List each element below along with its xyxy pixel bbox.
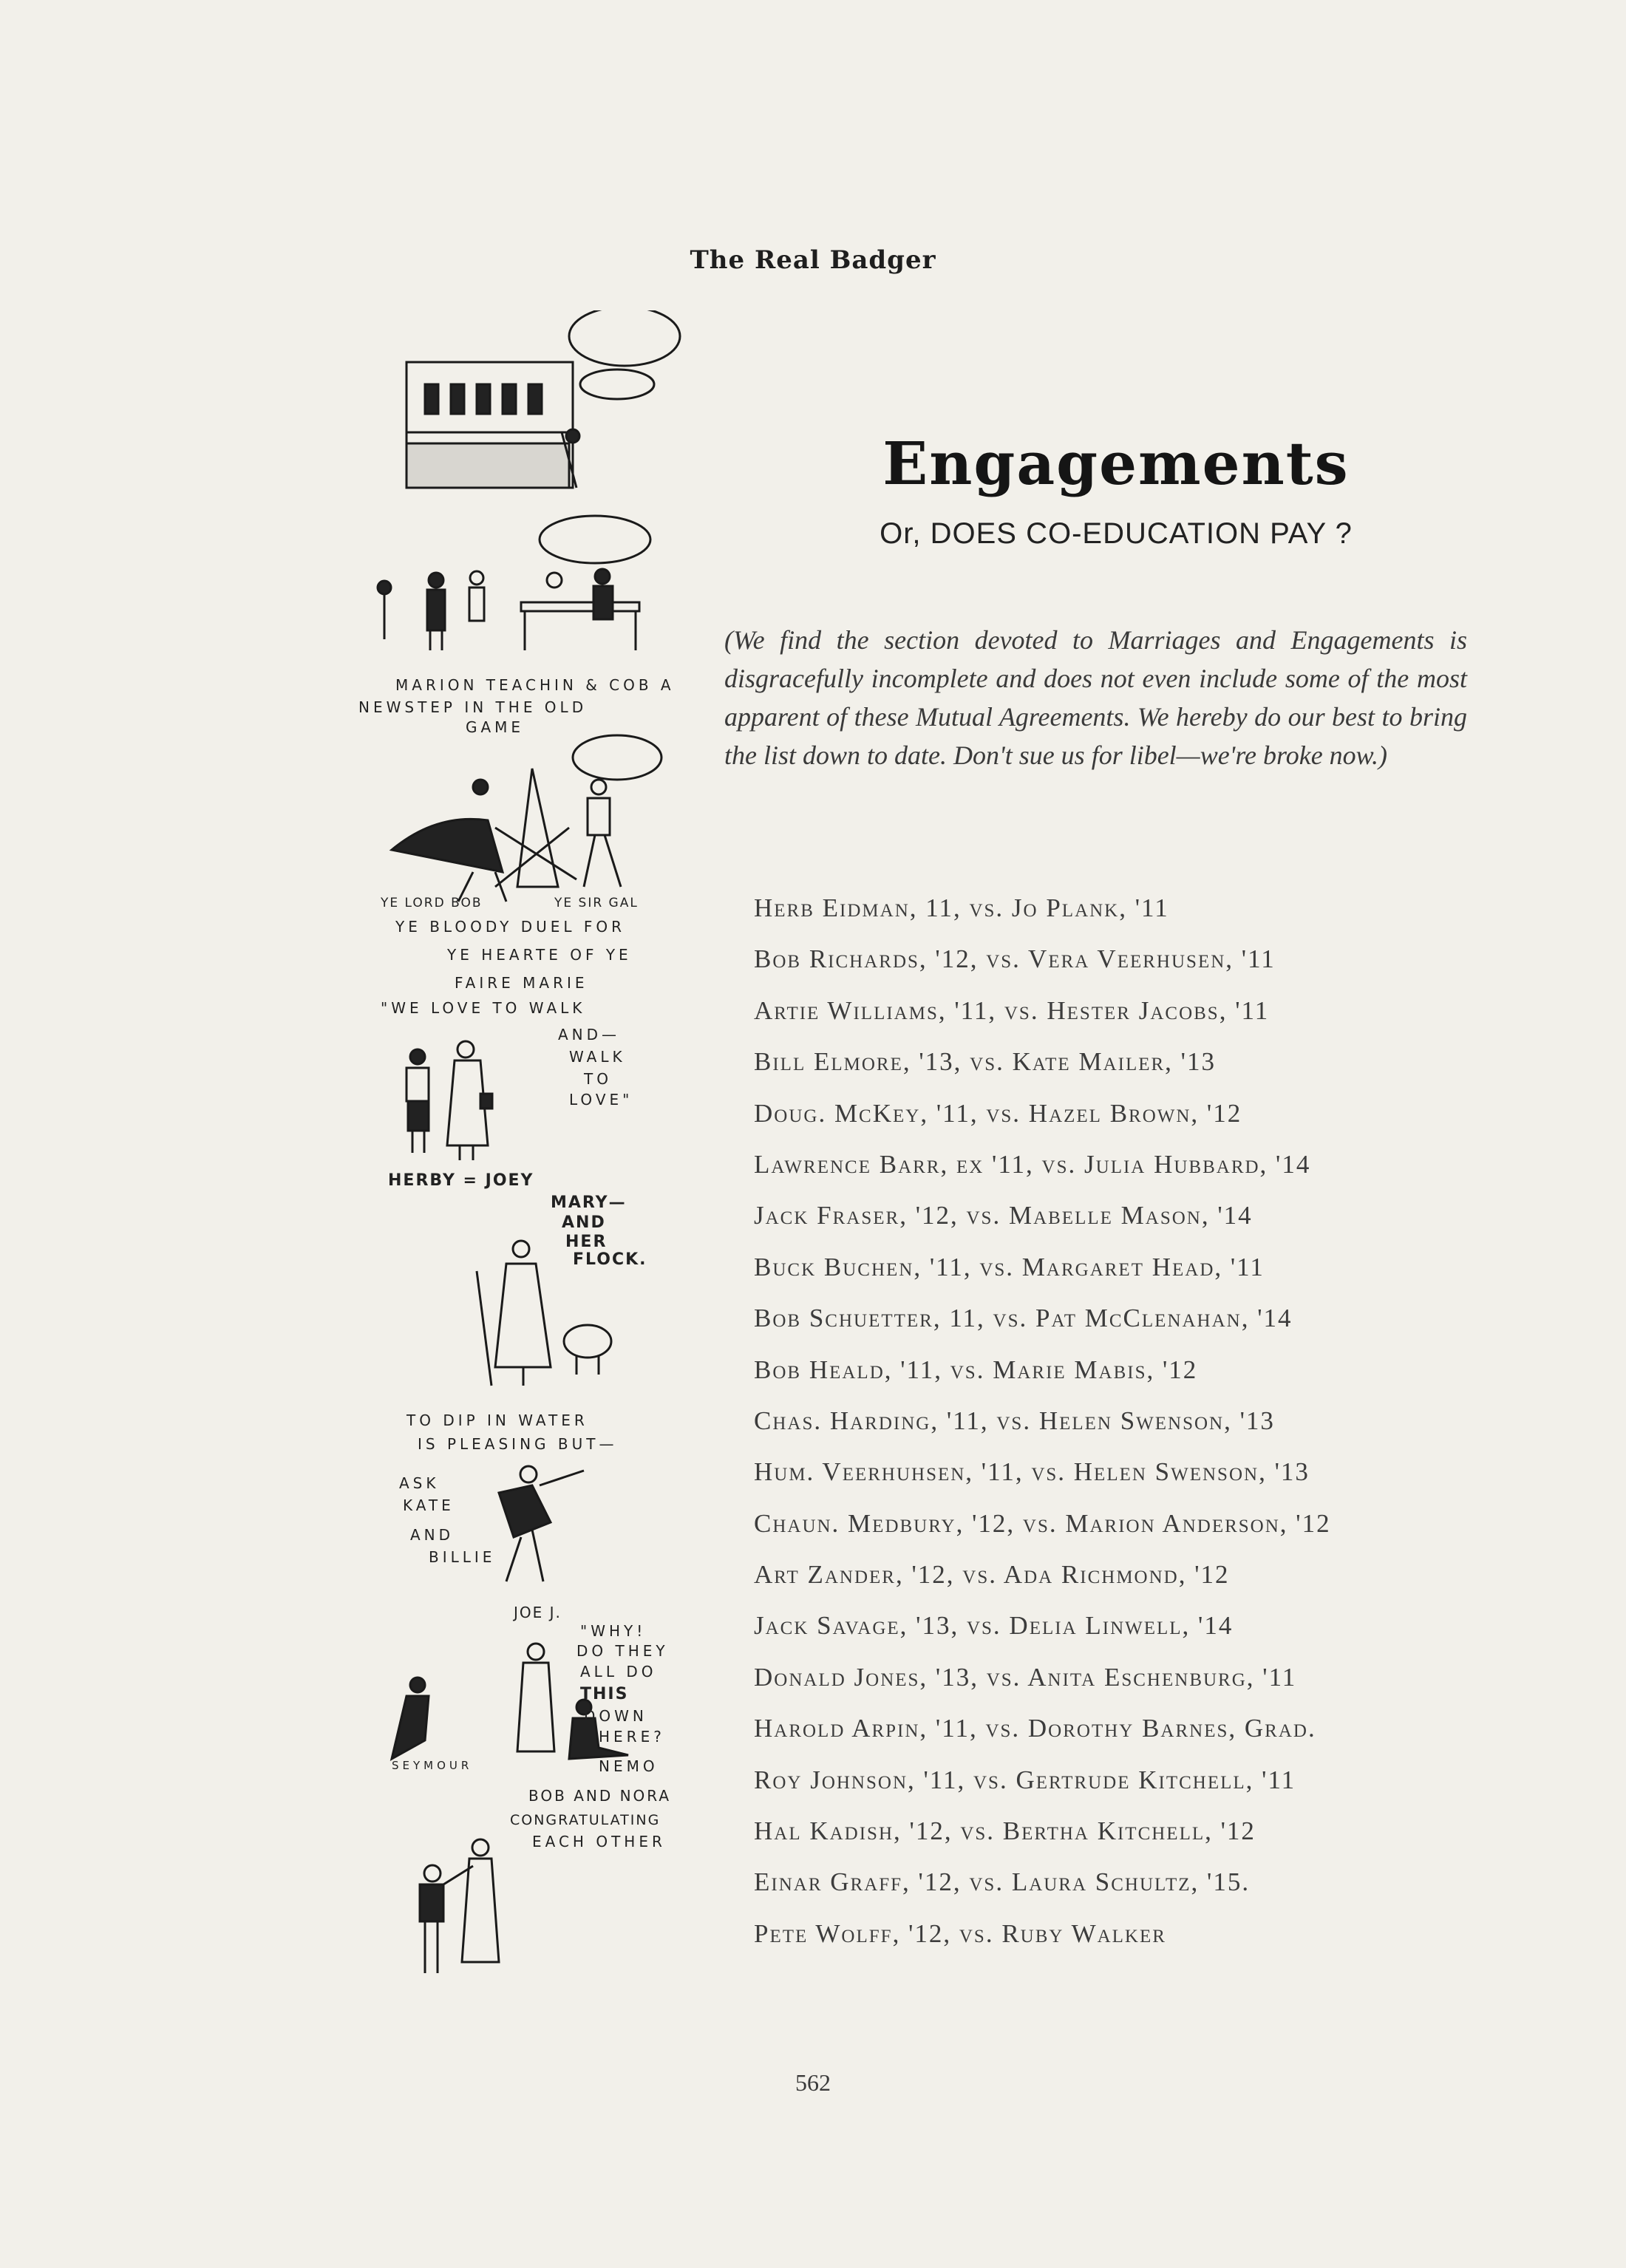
list-item: Bob Schuetter, 11, vs. Pat McClenahan, '14 xyxy=(754,1304,1293,1333)
caption-marion-line2: NEWSTEP IN THE OLD xyxy=(358,698,588,716)
caption-bob-nora-line2: CONGRATULATING xyxy=(510,1812,661,1828)
caption-joe-name: JOE J. xyxy=(514,1604,562,1621)
engagement-list xyxy=(754,885,1493,1962)
list-item: Donald Jones, '13, vs. Anita Eschenburg, '11 xyxy=(754,1662,1297,1692)
caption-marion-line3: GAME xyxy=(466,718,525,736)
cartoon-drawings xyxy=(347,310,695,2010)
caption-dip-line5: AND xyxy=(410,1526,455,1544)
caption-walk-line3: WALK xyxy=(569,1048,626,1066)
list-item: Jack Savage, '13, vs. Delia Linwell, '14 xyxy=(754,1611,1234,1641)
caption-dip-line3: ASK xyxy=(399,1474,440,1492)
caption-nemo: NEMO xyxy=(599,1757,659,1775)
caption-marion-line1: MARION TEACHIN & COB A xyxy=(395,676,675,694)
list-item: Chas. Harding, '11, vs. Helen Swenson, '13 xyxy=(754,1406,1275,1435)
caption-seymour: SEYMOUR xyxy=(392,1759,473,1772)
list-item: Chaun. Medbury, '12, vs. Marion Anderson, '12 xyxy=(754,1508,1331,1538)
caption-why-line5: DOWN xyxy=(584,1707,647,1725)
list-item: Bill Elmore, '13, vs. Kate Mailer, '13 xyxy=(754,1047,1216,1077)
caption-bob-nora-line1: BOB AND NORA xyxy=(528,1787,672,1805)
list-item: Art Zander, '12, vs. Ada Richmond, '12 xyxy=(754,1560,1230,1590)
duel-left-label: YE LORD BOB xyxy=(381,896,483,910)
caption-why-line6: HERE? xyxy=(599,1728,665,1746)
bench-sketch xyxy=(378,516,650,650)
list-item: Einar Graff, '12, vs. Laura Schultz, '15. xyxy=(754,1867,1251,1897)
list-item: Hal Kadish, '12, vs. Bertha Kitchell, '12 xyxy=(754,1816,1256,1846)
caption-walk-line5: LOVE" xyxy=(569,1091,633,1109)
caption-why-line4: THIS xyxy=(580,1685,629,1703)
list-item: Herb Eidman, 11, vs. Jo Plank, '11 xyxy=(754,893,1169,922)
caption-dip-line1: TO DIP IN WATER xyxy=(406,1411,588,1429)
couple-sketch xyxy=(406,1041,492,1160)
caption-walk-line4: TO xyxy=(584,1070,612,1088)
cartoon-column xyxy=(347,310,695,2010)
intro-paragraph: (We find the section devoted to Marriages and Engagements is disgracefully incomplete and does not even include some of the most apparent of these Mutual Agreements. We hereby do our best to bring the list down to date. Don't sue us for libel—we're broke now.) xyxy=(724,625,1467,770)
congratulating-sketch xyxy=(420,1839,499,1973)
list-item: Roy Johnson, '11, vs. Gertrude Kitchell, '11 xyxy=(754,1765,1296,1794)
list-item: Harold Arpin, '11, vs. Dorothy Barnes, Grad. xyxy=(754,1714,1316,1743)
caption-dip-line6: BILLIE xyxy=(429,1548,496,1566)
list-item: Doug. McKey, '11, vs. Hazel Brown, '12 xyxy=(754,1098,1242,1128)
caption-mary-line1: MARY— xyxy=(551,1193,627,1212)
caption-walk-line2: AND— xyxy=(558,1026,621,1043)
running-head: The Real Badger xyxy=(690,245,936,275)
list-item: Bob Richards, '12, vs. Vera Veerhusen, '11 xyxy=(754,944,1276,974)
page-title: Engagements xyxy=(882,429,1350,498)
page-subtitle: Or, DOES CO-EDUCATION PAY ? xyxy=(880,517,1353,550)
caption-duel-line1: YE BLOODY DUEL FOR xyxy=(395,918,626,936)
caption-dip-line4: KATE xyxy=(403,1496,455,1514)
caption-dip-line2: IS PLEASING BUT— xyxy=(418,1435,618,1453)
caption-why-line1: "WHY! xyxy=(580,1622,647,1640)
caption-why-line3: ALL DO xyxy=(580,1663,657,1680)
duel-right-label: YE SIR GAL xyxy=(554,896,639,910)
building-sketch xyxy=(406,310,680,488)
caption-bob-nora-line3: EACH OTHER xyxy=(532,1833,666,1850)
list-item: Jack Fraser, '12, vs. Mabelle Mason, '14 xyxy=(754,1201,1253,1230)
duel-sketch xyxy=(392,735,661,902)
list-item: Artie Williams, '11, vs. Hester Jacobs, '11 xyxy=(754,995,1270,1025)
caption-duel-line3: FAIRE MARIE xyxy=(455,974,588,992)
caption-walk-line1: "WE LOVE TO WALK xyxy=(381,999,586,1017)
dance-sketch xyxy=(499,1466,584,1581)
list-item: Buck Buchen, '11, vs. Margaret Head, '11 xyxy=(754,1252,1265,1281)
caption-duel-line2: YE HEARTE OF YE xyxy=(447,946,632,964)
caption-mary-line2: AND xyxy=(562,1213,606,1232)
caption-why-line2: DO THEY xyxy=(576,1642,669,1660)
list-item: Hum. Veerhuhsen, '11, vs. Helen Swenson, '13 xyxy=(754,1457,1310,1487)
caption-mary-line3: HER xyxy=(565,1233,608,1251)
list-item: Lawrence Barr, ex '11, vs. Julia Hubbard, '14 xyxy=(754,1149,1311,1179)
caption-herby-joey: HERBY = JOEY xyxy=(388,1171,534,1190)
caption-mary-line4: FLOCK. xyxy=(573,1250,647,1269)
page-number: 562 xyxy=(795,2069,831,2096)
list-item: Bob Heald, '11, vs. Marie Mabis, '12 xyxy=(754,1355,1198,1384)
list-item: Pete Wolff, '12, vs. Ruby Walker xyxy=(754,1918,1166,1948)
